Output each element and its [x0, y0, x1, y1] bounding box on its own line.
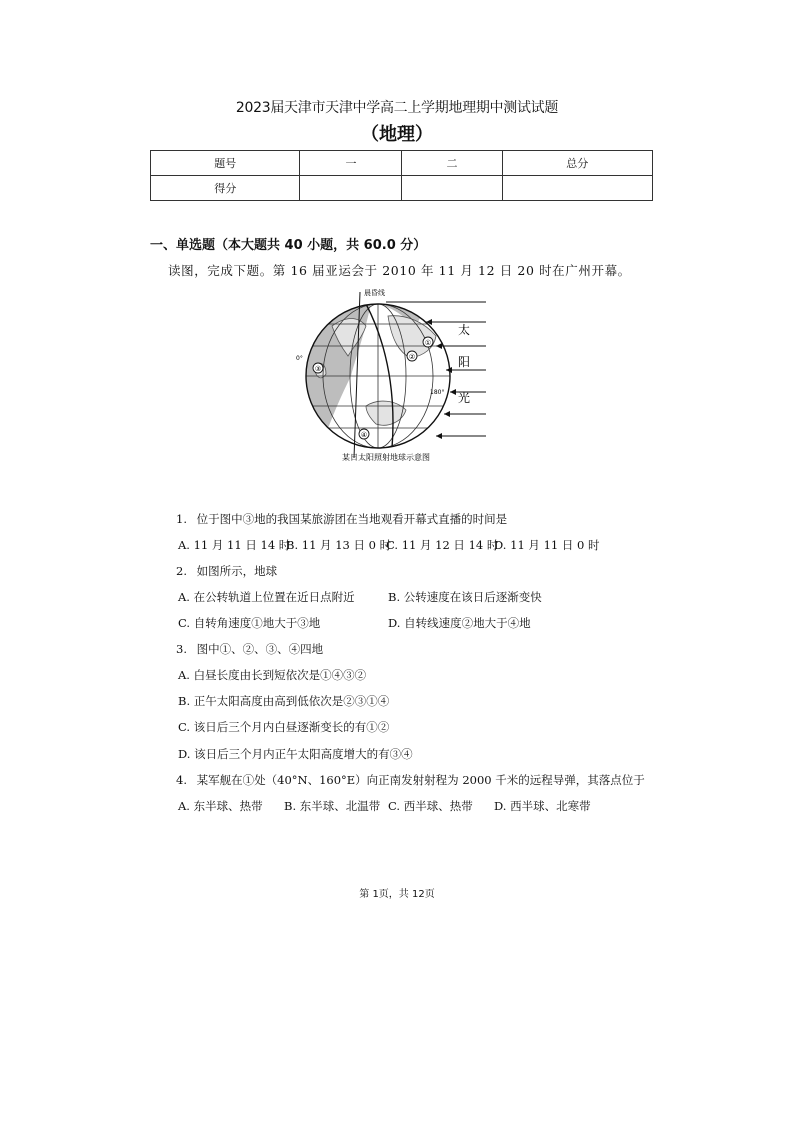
question-1-option-b[interactable]: B. 11 月 13 日 0 时 — [286, 538, 392, 552]
question-stem: 某军舰在①处（40°N、160°E）向正南发射射程为 2000 千米的远程导弹，其落点位于 — [196, 773, 645, 787]
question-3-option-d[interactable]: D. 该日后三个月内正午太阳高度增大的有③④ — [178, 747, 413, 761]
document-title: 2023届天津市天津中学高二上学期地理期中测试试题 — [235, 100, 559, 116]
question-number: 2. — [176, 564, 187, 578]
question-1 — [176, 511, 507, 527]
question-4 — [176, 772, 645, 788]
question-4-option-d[interactable]: D. 西半球、北寒带 — [494, 799, 591, 813]
question-1-option-d[interactable]: D. 11 月 11 日 0 时 — [494, 538, 600, 552]
globe-figure — [296, 286, 496, 466]
section-heading: 一、单选题（本大题共 40 小题，共 60.0 分） — [150, 238, 427, 253]
question-stem: 图中①、②、③、④四地 — [196, 642, 324, 656]
question-number: 4. — [176, 773, 187, 787]
page-footer: 第 1页，共 12页 — [359, 889, 435, 900]
question-stem: 位于图中③地的我国某旅游团在当地观看开幕式直播的时间是 — [196, 512, 508, 526]
figure-caption: 某日太阳照射地球示意图 — [342, 453, 430, 462]
score-input-cell[interactable] — [402, 176, 502, 201]
marker-1-label: ① — [424, 339, 432, 347]
question-3 — [176, 641, 323, 657]
longitude-180-label: 180° — [430, 389, 445, 396]
question-3-option-b[interactable]: B. 正午太阳高度由高到低依次是②③①④ — [178, 694, 390, 708]
score-cell: 一 — [300, 151, 402, 176]
question-4-option-a[interactable]: A. 东半球、热带 — [178, 799, 263, 813]
question-4-option-b[interactable]: B. 东半球、北温带 — [284, 799, 381, 813]
question-3-option-a[interactable]: A. 白昼长度由长到短依次是①④③② — [178, 668, 367, 682]
score-input-cell[interactable] — [300, 176, 402, 201]
score-table — [150, 150, 653, 201]
question-number: 3. — [176, 642, 187, 656]
question-2-option-c[interactable]: C. 自转角速度①地大于③地 — [178, 616, 321, 630]
question-4-option-c[interactable]: C. 西半球、热带 — [388, 799, 473, 813]
marker-3-label: ③ — [314, 365, 322, 373]
score-table-header-row — [151, 151, 653, 176]
document-subtitle: （地理） — [361, 124, 433, 145]
sun-char-3: 光 — [458, 391, 471, 405]
marker-4-label: ④ — [360, 431, 368, 439]
score-cell: 总分 — [502, 151, 653, 176]
question-2-option-d[interactable]: D. 自转线速度②地大于④地 — [388, 616, 531, 630]
score-cell: 二 — [402, 151, 502, 176]
score-cell: 得分 — [151, 176, 300, 201]
score-table-score-row — [151, 176, 653, 201]
section-intro: 读图，完成下题。第 16 届亚运会于 2010 年 11 月 12 日 20 时在广州开幕。 — [168, 263, 631, 278]
question-stem: 如图所示，地球 — [196, 564, 278, 578]
globe-illustration — [296, 286, 496, 466]
question-3-option-c[interactable]: C. 该日后三个月内白昼逐渐变长的有①② — [178, 720, 390, 734]
question-2-option-b[interactable]: B. 公转速度在该日后逐渐变快 — [388, 590, 542, 604]
question-2 — [176, 563, 277, 579]
question-1-option-a[interactable]: A. 11 月 11 日 14 时 — [178, 538, 291, 552]
sun-char-1: 太 — [458, 323, 471, 337]
longitude-0-label: 0° — [296, 355, 303, 362]
score-input-cell[interactable] — [502, 176, 653, 201]
sun-char-2: 阳 — [458, 355, 471, 369]
question-number: 1. — [176, 512, 187, 526]
question-1-option-c[interactable]: C. 11 月 12 日 14 时 — [386, 538, 499, 552]
terminator-label: 晨昏线 — [364, 289, 385, 297]
question-2-option-a[interactable]: A. 在公转轨道上位置在近日点附近 — [178, 590, 355, 604]
marker-2-label: ② — [408, 353, 416, 361]
score-cell: 题号 — [151, 151, 300, 176]
